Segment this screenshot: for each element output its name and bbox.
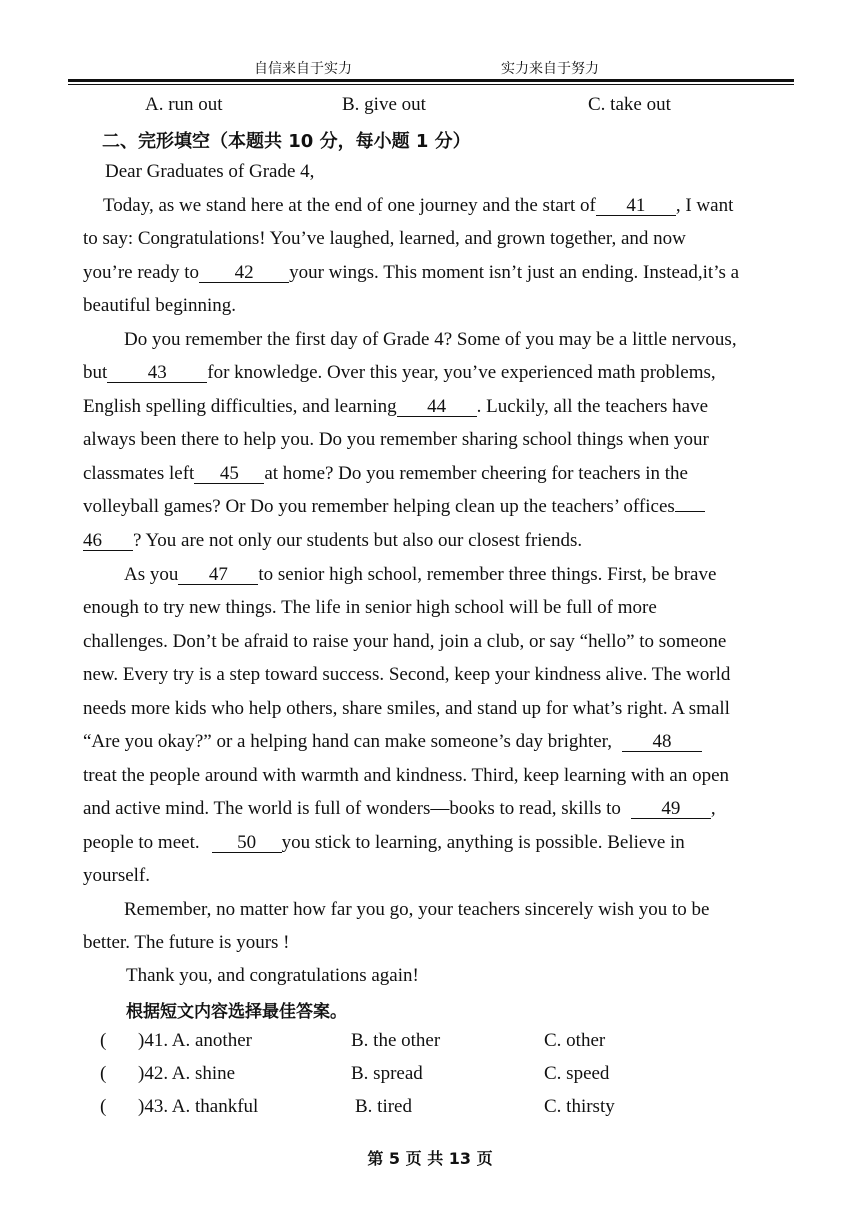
header-rule-thick (68, 79, 794, 82)
passage-text: you’re ready to (83, 262, 200, 283)
passage-line (83, 396, 708, 418)
passage-line: yourself. (83, 865, 151, 886)
question-41-option-a: )41. A. another (138, 1030, 252, 1051)
passage-text: at home? Do you remember cheering for teachers in the (264, 463, 688, 484)
header-rule-thin (68, 84, 794, 85)
question-41-paren: ( (100, 1030, 107, 1051)
question-43-option-b: B. tired (355, 1096, 412, 1117)
passage-line (83, 463, 688, 485)
passage-line (83, 262, 739, 284)
passage-text: , I want (675, 195, 734, 216)
passage-line (83, 731, 702, 753)
passage-line: better. The future is yours ! (83, 932, 290, 953)
passage-text: English spelling difficulties, and learning (83, 396, 397, 417)
passage-line (83, 798, 716, 820)
question-42-option-a: )42. A. shine (138, 1063, 236, 1084)
passage-line: challenges. Don’t be afraid to raise your hand, join a club, or say “hello” to someone (83, 631, 727, 652)
blank-48: 48 (622, 733, 702, 752)
question-43-option-c: C. thirsty (544, 1096, 615, 1117)
question-42-paren: ( (100, 1063, 107, 1084)
blank-41: 41 (596, 197, 676, 216)
passage-text: Today, as we stand here at the end of one journey and the start of (103, 195, 596, 216)
passage-line: Do you remember the first day of Grade 4? Some of you may be a little nervous, (124, 329, 737, 350)
blank-47: 47 (178, 566, 258, 585)
passage-text: you stick to learning, anything is possible. Believe in (281, 832, 685, 853)
prev-option-b: B. give out (342, 94, 426, 115)
header-motto-left: 自信来自于实力 (254, 61, 352, 77)
letter-greeting: Dear Graduates of Grade 4, (105, 161, 315, 182)
letter-closing: Thank you, and congratulations again! (126, 965, 419, 986)
blank-46-start (675, 497, 705, 512)
passage-text: volleyball games? Or Do you remember helping clean up the teachers’ offices (83, 496, 675, 517)
question-42-option-c: C. speed (544, 1063, 610, 1084)
passage-text: but (83, 362, 108, 383)
passage-line (124, 564, 716, 586)
passage-text: classmates left (83, 463, 195, 484)
passage-text: and active mind. The world is full of wonders—books to read, skills to (83, 798, 621, 819)
passage-text: for knowledge. Over this year, you’ve experienced math problems, (207, 362, 716, 383)
passage-line: beautiful beginning. (83, 295, 237, 316)
prev-option-c: C. take out (588, 94, 671, 115)
passage-line: Remember, no matter how far you go, your teachers sincerely wish you to be (124, 899, 710, 920)
passage-text: , (710, 798, 716, 819)
passage-line: enough to try new things. The life in senior high school will be full of more (83, 597, 657, 618)
blank-43: 43 (107, 364, 207, 383)
question-43-paren: ( (100, 1096, 107, 1117)
passage-line: to say: Congratulations! You’ve laughed, learned, and grown together, and now (83, 228, 686, 249)
passage-line: treat the people around with warmth and kindness. Third, keep learning with an open (83, 765, 729, 786)
blank-46: 46 (83, 532, 133, 551)
question-instruction: 根据短文内容选择最佳答案。 (126, 1002, 347, 1022)
passage-line (83, 362, 716, 384)
passage-text: your wings. This moment isn’t just an ending. Instead,it’s a (289, 262, 740, 283)
passage-text: . Luckily, all the teachers have (476, 396, 709, 417)
passage-line (83, 530, 582, 552)
question-43-option-a: )43. A. thankful (138, 1096, 259, 1117)
prev-option-a: A. run out (145, 94, 223, 115)
passage-text: “Are you okay?” or a helping hand can make someone’s day brighter, (83, 731, 612, 752)
section-title: 二、完形填空（本题共 10 分，每小题 1 分） (102, 131, 471, 152)
passage-line (103, 195, 733, 217)
passage-text: to senior high school, remember three things. First, be brave (258, 564, 717, 585)
question-41-option-c: C. other (544, 1030, 606, 1051)
passage-text: people to meet. (83, 832, 200, 853)
passage-text: As you (124, 564, 179, 585)
blank-44: 44 (397, 398, 477, 417)
header-motto-right: 实力来自于努力 (501, 61, 599, 77)
blank-49: 49 (631, 800, 711, 819)
question-41-option-b: B. the other (351, 1030, 441, 1051)
passage-text: ? You are not only our students but also our closest friends. (133, 530, 583, 551)
blank-50: 50 (212, 834, 282, 853)
blank-45: 45 (194, 465, 264, 484)
blank-42: 42 (199, 264, 289, 283)
passage-line (83, 496, 705, 518)
question-42-option-b: B. spread (351, 1063, 423, 1084)
passage-line (83, 832, 685, 854)
page-number: 第 5 页 共 13 页 (367, 1149, 493, 1168)
passage-line: needs more kids who help others, share smiles, and stand up for what’s right. A small (83, 698, 730, 719)
passage-line: new. Every try is a step toward success. Second, keep your kindness alive. The world (83, 664, 731, 685)
passage-line: always been there to help you. Do you remember sharing school things when your (83, 429, 709, 450)
